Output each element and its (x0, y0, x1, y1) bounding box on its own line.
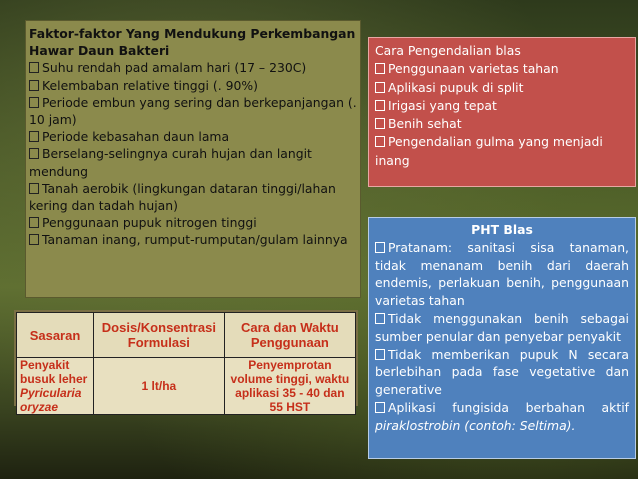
factor-item: Kelembaban relative tinggi (. 90%) (29, 77, 357, 94)
pht-item: Tidak menggunakan benih sebagai sumber penular dan penyebar penyakit (375, 310, 629, 344)
blas-control-title: Cara Pengendalian blas (375, 43, 521, 58)
target-disease: Penyakit busuk leher (20, 358, 88, 386)
table-row (17, 358, 356, 415)
cell-method: Penyemprotan volume tinggi, waktu aplikasi 35 - 40 dan 55 HST (224, 358, 355, 415)
hawar-factors-box (25, 20, 361, 298)
bullet-box-icon (29, 183, 39, 194)
bullet-box-icon (375, 136, 385, 147)
bullet-box-icon (29, 148, 39, 159)
hawar-factors-title: Faktor-faktor Yang Mendukung Perkembangan Hawar Daun Bakteri (29, 26, 356, 59)
bullet-box-icon (375, 118, 385, 129)
blas-control-box (368, 37, 636, 187)
control-item: Benih sehat (375, 115, 629, 133)
control-item: Aplikasi pupuk di split (375, 79, 629, 97)
factor-item: Berselang-selingnya curah hujan dan langit mendung (29, 146, 312, 179)
cell-target (17, 358, 94, 415)
bullet-box-icon (375, 63, 385, 74)
control-item: Pengendalian gulma yang menjadi inang (375, 134, 603, 168)
factor-item: Tanah aerobik (lingkungan dataran tinggi/lahan kering dan tadah hujan) (29, 180, 336, 214)
factor-item: Suhu rendah pad amalam hari (17 – 230C) (29, 59, 357, 76)
bullet-box-icon (29, 97, 39, 108)
bullet-box-icon (29, 217, 39, 228)
bullet-box-icon (29, 80, 39, 91)
col-header-target: Sasaran (17, 313, 94, 358)
bullet-box-icon (375, 402, 385, 413)
pht-item: Pratanam: sanitasi sisa tanaman, tidak menanam benih dari daerah endemis, perlakuan benih, penggunaan varietas tahan (375, 239, 629, 309)
pht-blas-box (368, 217, 636, 459)
bullet-box-icon (375, 82, 385, 93)
target-pathogen: Pyricularia oryzae (20, 386, 82, 414)
pht-item: Aplikasi fungisida berbahan aktif piraklostrobin (contoh: Seltima). (375, 399, 629, 433)
factor-item: Periode kebasahan daun lama (29, 128, 357, 145)
fungicide-example: piraklostrobin (contoh: Seltima). (375, 417, 576, 433)
factor-item: Penggunaan pupuk nitrogen tinggi (29, 214, 357, 231)
bullet-box-icon (375, 100, 385, 111)
col-header-method: Cara dan Waktu Penggunaan (224, 313, 355, 358)
cell-dose: 1 lt/ha (93, 358, 224, 415)
bullet-box-icon (29, 131, 39, 142)
factor-item: Tanaman inang, rumput-rumputan/gulam lainnya (29, 231, 357, 248)
factor-item: Periode embun yang sering dan berkepanjangan (. 10 jam) (29, 94, 357, 128)
bullet-box-icon (29, 234, 39, 245)
control-item: Irigasi yang tepat (375, 97, 629, 115)
pesticide-table (14, 310, 358, 414)
bullet-box-icon (375, 242, 385, 253)
pht-blas-title: PHT Blas (471, 222, 533, 237)
col-header-dose: Dosis/Konsentrasi Formulasi (93, 313, 224, 358)
bullet-box-icon (375, 349, 385, 360)
bullet-box-icon (375, 313, 385, 324)
bullet-box-icon (29, 62, 39, 73)
control-item: Penggunaan varietas tahan (375, 60, 629, 78)
pht-item: Tidak memberikan pupuk N secara berlebihan pada fase vegetative dan generative (375, 346, 629, 398)
